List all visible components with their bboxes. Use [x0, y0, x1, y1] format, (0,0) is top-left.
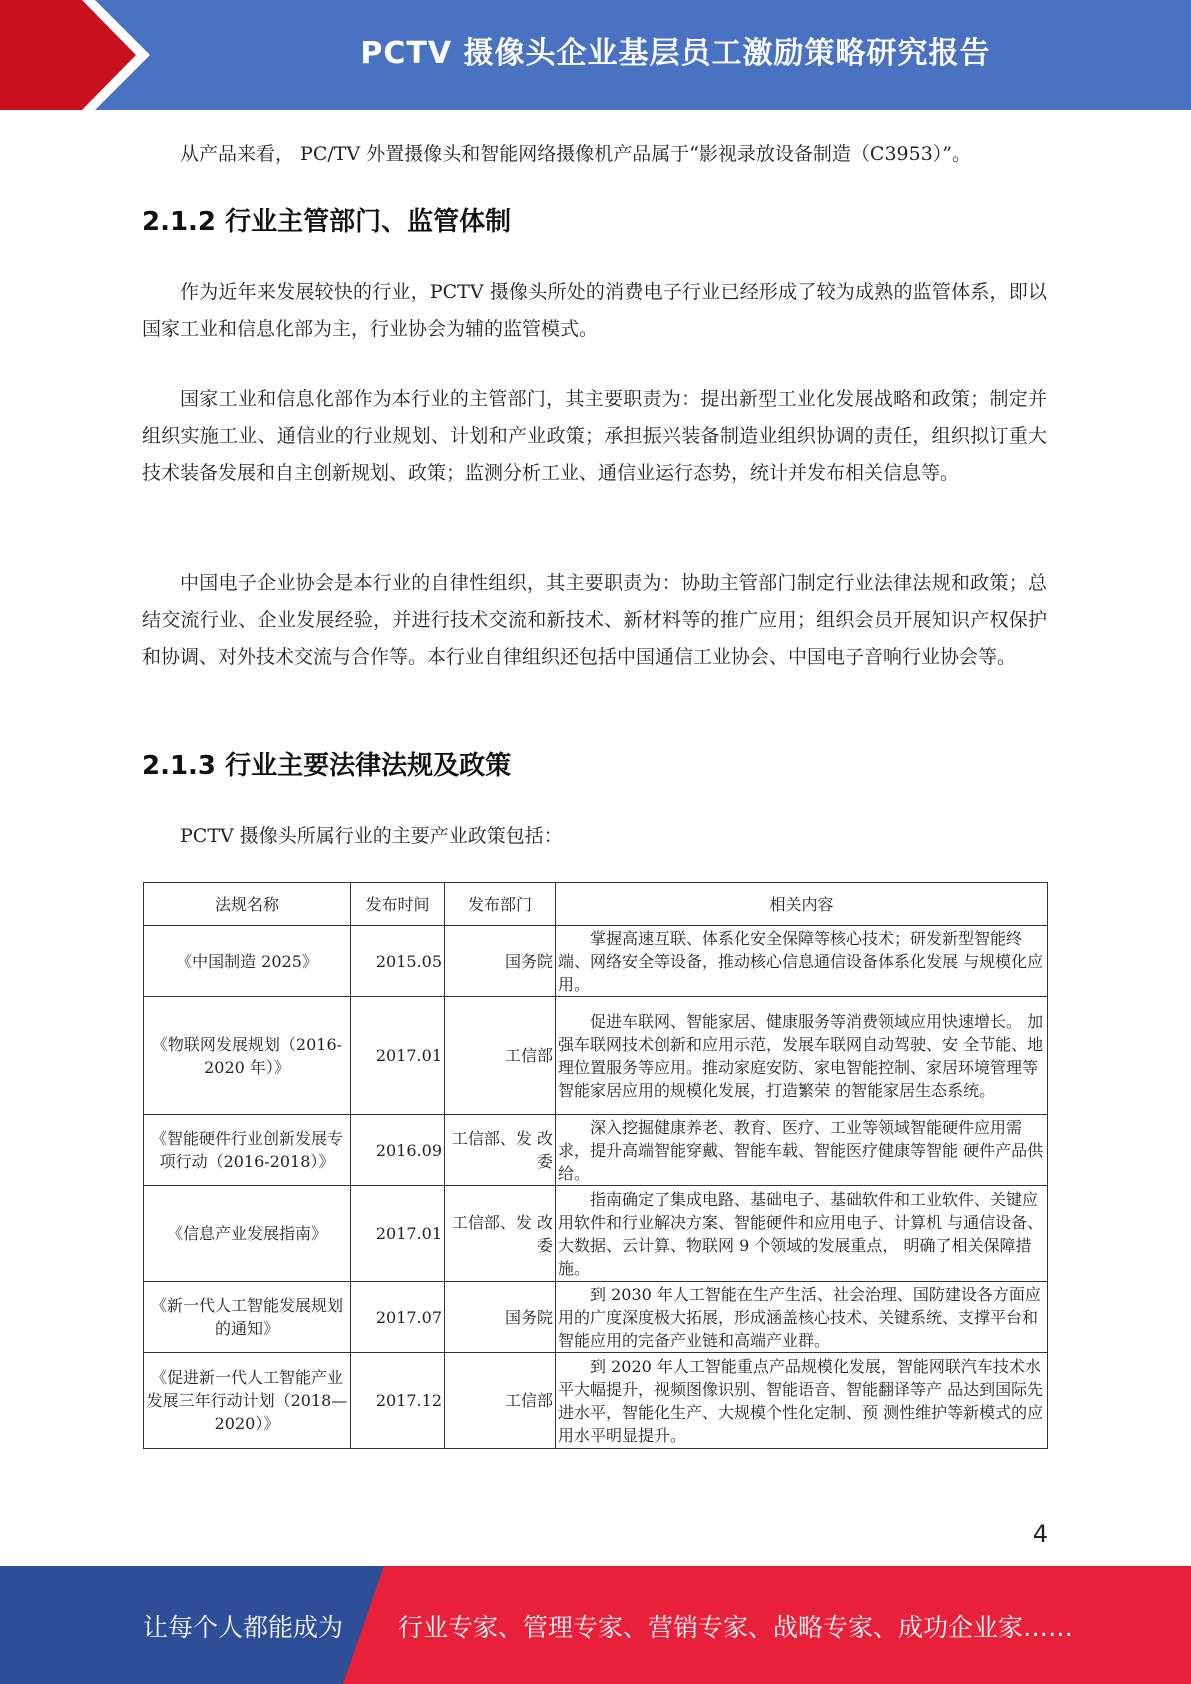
cell-dept: 工信部	[445, 1353, 556, 1449]
cell-date: 2017.07	[351, 1282, 445, 1353]
table-row	[144, 1115, 1048, 1186]
header-arrow-decoration	[0, 0, 160, 110]
cell-content: 深入挖掘健康养老、教育、医疗、工业等领域智能硬件应用需求，提升高端智能穿戴、智能车载、智能医疗健康等智能 硬件产品供给。	[556, 1115, 1048, 1186]
cell-name: 《新一代人工智能发展规划的通知》	[144, 1282, 351, 1353]
cell-content: 指南确定了集成电路、基础电子、基础软件和工业软件、关键应用软件和行业解决方案、智能硬件和应用电子、计算机 与通信设备、大数据、云计算、物联网 9 个领域的发展重点， 明确了相关保障措施。	[556, 1186, 1048, 1282]
table-row	[144, 1282, 1048, 1353]
section-heading-2-1-3: 2.1.3 行业主要法律法规及政策	[142, 751, 512, 781]
paragraph-miit-duties: 国家工业和信息化部作为本行业的主管部门，其主要职责为：提出新型工业化发展战略和政策；制定并组织实施工业、通信业的行业规划、计划和产业政策；承担振兴装备制造业组织协调的责任，组织拟订重大技术装备发展和自主创新规划、政策；监测分析工业、通信业运行态势，统计并发布相关信息等。	[142, 388, 1047, 484]
header-band	[0, 0, 1191, 110]
table-header-row	[144, 883, 1048, 926]
cell-name: 《中国制造 2025》	[144, 926, 351, 997]
cell-content: 到 2020 年人工智能重点产品规模化发展，智能网联汽车技术水平大幅提升，视频图像识别、智能语音、智能翻译等产 品达到国际先进水平，智能化生产、大规模个性化定制、预 测性维护等新模式的应用水平明显提升。	[556, 1353, 1048, 1449]
table-row	[144, 1353, 1048, 1449]
cell-date: 2017.01	[351, 997, 445, 1115]
cell-name: 《物联网发展规划（2016-2020 年）》	[144, 997, 351, 1115]
cell-date: 2017.01	[351, 1186, 445, 1282]
table-row	[144, 1186, 1048, 1282]
cell-name: 《智能硬件行业创新发展专项行动（2016-2018）》	[144, 1115, 351, 1186]
cell-dept: 国务院	[445, 1282, 556, 1353]
footer-slogan-left: 让每个人都能成为	[143, 1613, 344, 1642]
page-number: 4	[1032, 1520, 1048, 1548]
cell-date: 2016.09	[351, 1115, 445, 1186]
cell-content: 到 2030 年人工智能在生产生活、社会治理、国防建设各方面应用的广度深度极大拓展，形成涵盖核心技术、关键系统、支撑平台和智能应用的完备产业链和高端产业群。	[556, 1282, 1048, 1353]
header-content: 相关内容	[556, 883, 1048, 926]
cell-dept: 工信部、发 改委	[445, 1186, 556, 1282]
paragraph-association-duties: 中国电子企业协会是本行业的自律性组织，其主要职责为：协助主管部门制定行业法律法规和政策；总结交流行业、企业发展经验，并进行技术交流和新技术、新材料等的推广应用；组织会员开展知识产权保护和协调、对外技术交流与合作等。本行业自律组织还包括中国通信工业协会、中国电子音响行业协会等。	[142, 572, 1047, 668]
policy-intro: PCTV 摄像头所属行业的主要产业政策包括：	[180, 825, 563, 847]
table-row	[144, 926, 1048, 997]
footer-band	[0, 1566, 1191, 1684]
cell-date: 2017.12	[351, 1353, 445, 1449]
cell-dept: 国务院	[445, 926, 556, 997]
header-date: 发布时间	[351, 883, 445, 926]
cell-content: 掌握高速互联、体系化安全保障等核心技术；研发新型智能终端、网络安全等设备，推动核心信息通信设备体系化发展 与规模化应用。	[556, 926, 1048, 997]
section-heading-2-1-2: 2.1.2 行业主管部门、监管体制	[142, 207, 512, 237]
cell-name: 《信息产业发展指南》	[144, 1186, 351, 1282]
footer-slogan-right: 行业专家、管理专家、营销专家、战略专家、成功企业家……	[398, 1613, 1074, 1642]
header-name: 法规名称	[144, 883, 351, 926]
cell-date: 2015.05	[351, 926, 445, 997]
header-dept: 发布部门	[445, 883, 556, 926]
cell-dept: 工信部	[445, 997, 556, 1115]
cell-dept: 工信部、发 改委	[445, 1115, 556, 1186]
intro-paragraph: 从产品来看， PC/TV 外置摄像头和智能网络摄像机产品属于“影视录放设备制造（C3953）”。	[180, 143, 972, 165]
cell-name: 《促进新一代人工智能产业发展三年行动计划（2018—2020）》	[144, 1353, 351, 1449]
cell-content: 促进车联网、智能家居、健康服务等消费领域应用快速增长。 加强车联网技术创新和应用示范，发展车联网自动驾驶、安 全节能、地理位置服务等应用。推动家庭安防、家电智能控制、家居环境管理等智能家居应用的规模化发展，打造繁荣 的智能家居生态系统。	[556, 997, 1048, 1115]
table-row	[144, 997, 1048, 1115]
header-title: PCTV 摄像头企业基层员工激励策略研究报告	[360, 36, 991, 71]
policy-table	[143, 882, 1048, 1449]
paragraph-regulatory-system: 作为近年来发展较快的行业，PCTV 摄像头所处的消费电子行业已经形成了较为成熟的监管体系，即以国家工业和信息化部为主，行业协会为辅的监管模式。	[142, 281, 1047, 340]
